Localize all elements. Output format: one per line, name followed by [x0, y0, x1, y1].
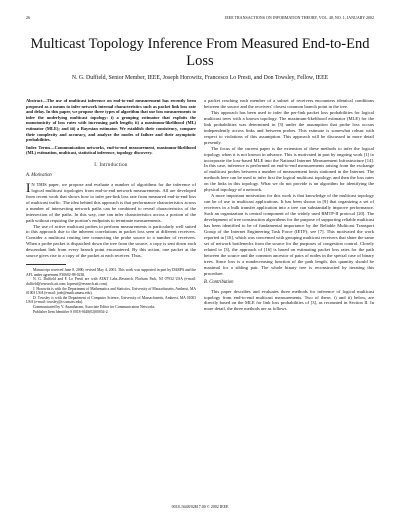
right-column: [204, 98, 374, 312]
body-paragraph-1: a packet reaching each member of a subset of receivers encounters identical conditions between the source and the receivers' closest common branch point in the tree.: [204, 98, 374, 109]
index-terms: Index Terms—Communication networks, end-to-end measurement, maximum-likelihood (ML) estimation, multicast, statistical inference, topology discovery.: [26, 144, 196, 156]
footnote-towsley: D. Towsley is with the Department of Computer Science, University of Massachusetts, Amherst, MA 01003 USA (e-mail: towsley@cs.umass.edu).: [26, 295, 196, 305]
intro-paragraph-1-text: N THIS paper, we propose and evaluate a number of algorithms for the inference of logical multicast topologies from end-to-end network measurements. All are developed from recent work that shows how to infer per-link loss rate from measured end-to-end loss of multicast traffic. The idea behind this approach is that performance characteristics across a number of intersecting network paths can be combined to reveal characteristics of the intersection of the paths. In this way, one can infer characteristics across a portion of the path without requiring the portion's endpoints to terminate measurements.: [26, 181, 196, 223]
running-header: [26, 15, 374, 22]
journal-name: IEEE TRANSACTIONS ON INFORMATION THEORY, VOL. 48, NO. 1, JANUARY 2002: [224, 15, 374, 20]
page-number: 26: [26, 15, 30, 20]
footnote-att: N. G. Duffield and F. Lo Presti are with AT&T Labs–Research, Florham Park, NJ 07932 USA (e-mail: duffield@research.att.com; lopresti@research.att.com).: [26, 277, 196, 287]
intro-paragraph-1: [26, 179, 196, 224]
left-column: [26, 98, 196, 314]
abstract: Abstract—The use of multicast inference on end-to-end measurement has recently been proposed as a means to infer network internal characteristics such as packet link loss rate and delay. In this paper, we propose three types of algorithm that use loss measurements to infer the underlying multicast topology: i) a grouping estimator that exploits the monotonicity of loss rates with increasing path length; ii) a maximum-likelihood (ML) estimator (MLE); and iii) a Bayesian estimator. We establish their consistency, compare their complexity and accuracy, and analyze the modes of failure and their asymptotic probabilities.: [26, 98, 196, 143]
section-heading-introduction: I. Introduction: [94, 162, 128, 168]
footnote-rule: [26, 264, 66, 265]
paper-title: Multicast Topology Inference From Measured End-to-End Loss: [30, 36, 370, 69]
body-paragraph-5: This paper describes and evaluates three methods for inference of logical multicast topology from end-to-end multicast measurements. Two of these, i) and ii) below, are directly based on the MLE for link loss probabilities of [3], as recounted in Section II. In more detail, the three methods are as follows.: [204, 288, 374, 312]
author-list: N. G. Duffield, Senior Member, IEEE, Joseph Horowitz, Francesco Lo Presti, and Don Towsley, Fellow, IEEE: [71, 75, 329, 81]
footnote-publisher-id: Publisher Item Identifier S 0018-9448(02)00034-2.: [33, 309, 109, 314]
body-paragraph-2: This approach has been used to infer the per-link packet loss probabilities for logical multicast trees with a known topology. The maximum-likelihood estimator (MLE) for the link probabilities was determined in [3] under the assumption that probe loss occurs independently across links and between probes. This estimate is somewhat robust with respect to violations of this assumption. This approach will be discussed in more detail presently.: [204, 109, 374, 145]
footnote-horowitz: J. Horowitz is with the Department of Mathematics and Statistics, University of Massachusetts, Amherst, MA 01003 USA (e-mail: joeh@math.umass.edu).: [26, 286, 196, 296]
drop-cap: I: [26, 179, 31, 195]
subsection-heading-contribution: B. Contribution: [204, 279, 234, 285]
body-paragraph-4: A more important motivation for this work is that knowledge of the multicast topology can be of use to multicast applications. It has been shown in [9] that organizing a set of receivers in a bulk transfer application into a tree can substantially improve performance. Such an organization is central component of the widely used RMTP-II protocol [20]. The development of tree construction algorithms for the purpose of supporting reliable multicast has been identified to be of fundamental importance by the Reliable Multicast Transport Group of the Internet Engineering Task Force (IETF); see [7]. This motivated the work reported in [16], which was concerned with grouping multicast receivers that share the same set of network bottlenecks from the source for the purposes of congestion control. Closely related to [3], the approach of [16] is based on estimating packet loss rates for the path between the source and the common ancestor of pairs of nodes in the special case of binary trees. Since loss is a nondecreasing function of the path length, this quantity should be maximal for a sibling pair. The whole binary tree is reconstructed by iterating this procedure.: [204, 193, 374, 276]
body-paragraph-3: The focus of the current paper is the extension of these methods to infer the logical topology when it is not known in advance. This is motivated in part by ongoing work [1] to incorporate the loss-based MLE into the National Internet Measurement Infrastructure [14]. In this case, inference is performed on end-to-end measurements arising from the exchange of multicast probes between a number of measurement hosts stationed in the Internet. The methods here can be used to infer first the logical multicast topology, and then the loss rates on the links in this topology. What we do not provide is an algorithm for identifying the physical topology of a network.: [204, 145, 374, 193]
footnote-received: Manuscript received June 8, 2000; revised May 4, 2001. This work was supported in part by DARPA and the AFL under agreement F30602-98-0238.: [26, 268, 196, 277]
subsection-heading-motivation: A. Motivation: [26, 172, 52, 178]
footnote-communicated: Communicated by V. Anantharam, Associate Editor for Communication Networks.: [33, 304, 156, 309]
copyright-line: 0018–9448/02$17.00 © 2002 IEEE: [171, 504, 229, 509]
intro-paragraph-2: The use of active multicast probes to perform measurements is particularly well suited to this approach due to the inherent correlations in packet loss seen at different receivers. Consider a multicast routing tree connecting the probe source to a number of receivers. When a probe packet is dispatched down the tree from the source, a copy is sent down each descendant link from every branch point encountered. By this action, one packet at the source gives rise to a copy of the packet at each receiver. Thus,: [26, 223, 196, 259]
